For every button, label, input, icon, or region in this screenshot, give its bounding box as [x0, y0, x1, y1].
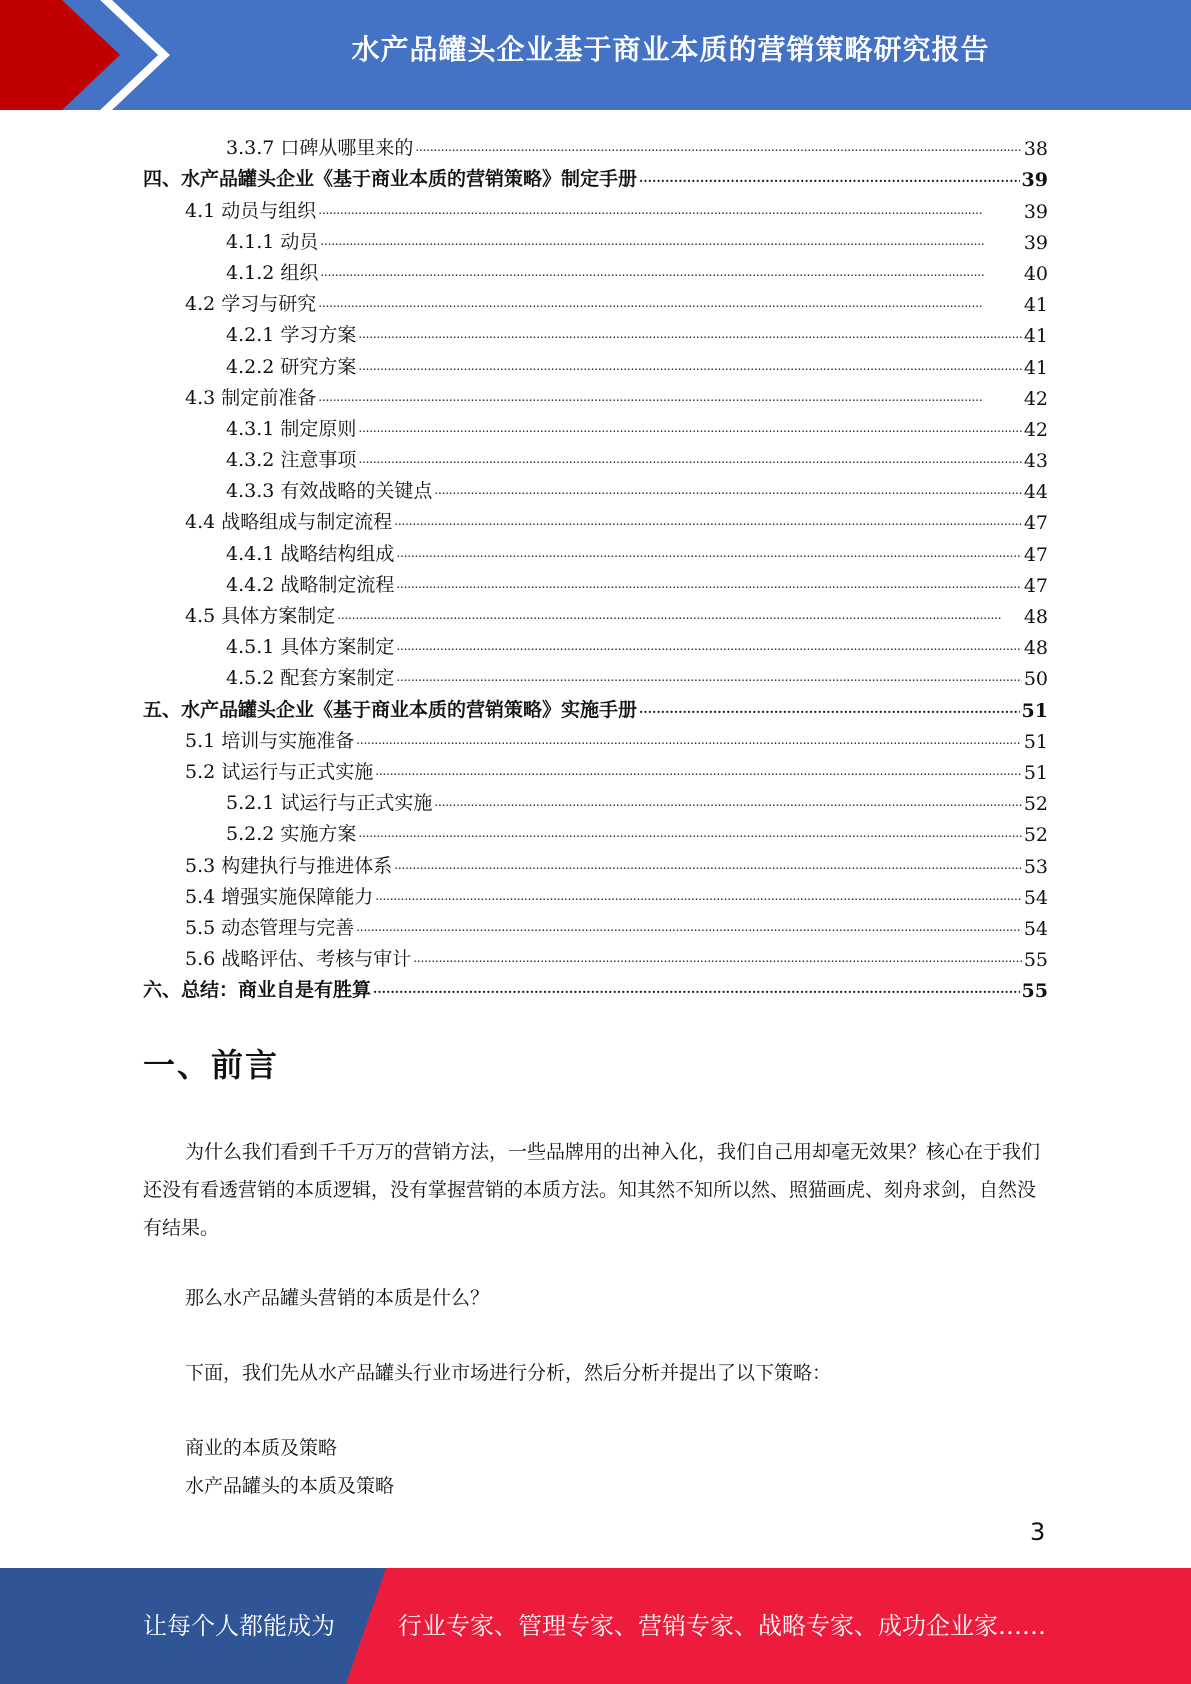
- toc-entry-page: 48: [1023, 637, 1048, 660]
- toc-entry[interactable]: [143, 223, 1048, 254]
- toc-entry-page: 54: [1023, 917, 1048, 940]
- toc-leader-dots: [358, 820, 1021, 842]
- toc-leader-dots: [356, 914, 1022, 936]
- page-number: 3: [1030, 1518, 1046, 1546]
- toc-leader-dots: [413, 945, 1022, 967]
- toc-entry-page: 38: [1023, 138, 1048, 161]
- toc-entry[interactable]: [143, 597, 1048, 628]
- toc-entry-page: 39: [1021, 169, 1048, 192]
- toc-entry-label: 4.2.1 学习方案: [226, 324, 357, 347]
- toc-entry-label: 4.1.2 组织: [226, 261, 319, 284]
- paragraph: 下面，我们先从水产品罐头行业市场进行分析，然后分析并提出了以下策略：: [185, 1362, 832, 1384]
- toc-leader-dots: [396, 633, 1021, 655]
- toc-leader-dots: [396, 540, 1021, 562]
- toc-entry[interactable]: [143, 472, 1048, 503]
- footer-slogan-right: 行业专家、管理专家、营销专家、战略专家、成功企业家……: [398, 1612, 1046, 1640]
- toc-leader-dots: [639, 165, 1020, 187]
- toc-leader-dots: [375, 883, 1022, 905]
- toc-entry[interactable]: [143, 160, 1048, 191]
- toc-entry[interactable]: [143, 659, 1048, 690]
- toc-entry-page: 39: [1023, 231, 1048, 254]
- table-of-contents: [143, 129, 1048, 1002]
- toc-entry[interactable]: [143, 628, 1048, 659]
- toc-leader-dots: [358, 446, 1021, 468]
- toc-entry-label: 4.1.1 动员: [226, 230, 319, 253]
- toc-entry[interactable]: [143, 379, 1048, 410]
- toc-entry-label: 3.3.7 口碑从哪里来的: [226, 137, 414, 160]
- toc-entry[interactable]: [143, 846, 1048, 877]
- toc-leader-dots: [394, 508, 1022, 530]
- toc-entry[interactable]: [143, 129, 1048, 160]
- paragraph: 为什么我们看到千千万万的营销方法，一些品牌用的出神入化，我们自己用却毫无效果？核心在于我们还没有看透营销的本质逻辑，没有掌握营销的本质方法。知其然不知所以然、照猫画虎、刻舟求剑，自然没有结果。: [143, 1141, 1041, 1239]
- section-heading: 一、前言: [143, 1046, 280, 1084]
- toc-entry[interactable]: [143, 566, 1048, 597]
- toc-entry-page: 47: [1023, 543, 1048, 566]
- toc-entry-label: 4.4.1 战略结构组成: [226, 542, 395, 565]
- toc-entry-page: 41: [1023, 294, 1048, 317]
- toc-entry-page: 48: [1023, 606, 1048, 628]
- toc-entry-label: 4.3.3 有效战略的关键点: [226, 480, 433, 503]
- toc-leader-dots: [358, 415, 1021, 437]
- toc-entry-label: 四、水产品罐头企业《基于商业本质的营销策略》制定手册: [143, 168, 638, 191]
- footer-slogan-left: 让每个人都能成为: [143, 1612, 335, 1640]
- toc-entry[interactable]: [143, 722, 1048, 753]
- toc-entry-label: 4.5.2 配套方案制定: [226, 667, 395, 690]
- toc-entry-label: 4.3 制定前准备: [185, 386, 317, 409]
- toc-entry-page: 53: [1023, 855, 1048, 878]
- toc-entry[interactable]: [143, 753, 1048, 784]
- toc-entry[interactable]: [143, 784, 1048, 815]
- toc-entry-page: 55: [1021, 980, 1048, 1003]
- toc-entry-page: 40: [1023, 262, 1048, 285]
- toc-entry-label: 4.5.1 具体方案制定: [226, 636, 395, 659]
- toc-leader-dots: [318, 384, 1022, 406]
- toc-leader-dots: [396, 571, 1021, 593]
- toc-entry-page: 41: [1023, 356, 1048, 379]
- toc-entry-label: 5.6 战略评估、考核与审计: [185, 948, 412, 971]
- toc-entry[interactable]: [143, 410, 1048, 441]
- toc-entry[interactable]: [143, 503, 1048, 534]
- toc-entry-label: 4.4.2 战略制定流程: [226, 573, 395, 596]
- toc-entry[interactable]: [143, 347, 1048, 378]
- toc-entry[interactable]: [143, 971, 1048, 1002]
- toc-entry-label: 六、总结：商业自是有胜算: [143, 979, 372, 1002]
- page-footer: [0, 1568, 1191, 1684]
- toc-leader-dots: [337, 602, 1022, 624]
- toc-entry-page: 42: [1023, 387, 1048, 410]
- toc-entry[interactable]: [143, 254, 1048, 285]
- toc-leader-dots: [415, 134, 1021, 156]
- toc-entry-label: 5.4 增强实施保障能力: [185, 885, 374, 908]
- toc-entry-label: 4.2.2 研究方案: [226, 355, 357, 378]
- toc-entry[interactable]: [143, 940, 1048, 971]
- toc-entry-label: 5.5 动态管理与完善: [185, 916, 355, 939]
- toc-entry-label: 五、水产品罐头企业《基于商业本质的营销策略》实施手册: [143, 698, 638, 721]
- toc-entry-page: 52: [1023, 793, 1048, 816]
- toc-leader-dots: [434, 789, 1021, 811]
- toc-entry[interactable]: [143, 191, 1048, 222]
- toc-entry-label: 4.5 具体方案制定: [185, 605, 336, 627]
- toc-entry-page: 47: [1023, 574, 1048, 597]
- toc-leader-dots: [396, 664, 1021, 686]
- toc-entry[interactable]: [143, 909, 1048, 940]
- toc-leader-dots: [318, 290, 1022, 312]
- toc-entry[interactable]: [143, 316, 1048, 347]
- toc-entry-page: 47: [1023, 512, 1048, 535]
- toc-entry-page: 41: [1023, 325, 1048, 348]
- list-item: 商业的本质及策略: [185, 1437, 338, 1459]
- toc-entry-page: 42: [1023, 418, 1048, 441]
- toc-entry-label: 5.2.2 实施方案: [226, 823, 357, 846]
- paragraph: 那么水产品罐头营销的本质是什么？: [185, 1287, 490, 1309]
- toc-entry-page: 50: [1023, 668, 1048, 691]
- toc-leader-dots: [375, 758, 1022, 780]
- toc-leader-dots: [320, 259, 1021, 281]
- toc-entry-label: 5.3 构建执行与推进体系: [185, 854, 393, 877]
- toc-leader-dots: [358, 321, 1021, 343]
- toc-entry-label: 4.4 战略组成与制定流程: [185, 511, 393, 534]
- toc-entry[interactable]: [143, 441, 1048, 472]
- toc-leader-dots: [394, 852, 1022, 874]
- toc-leader-dots: [356, 727, 1022, 749]
- toc-leader-dots: [373, 976, 1020, 998]
- toc-entry-label: 5.1 培训与实施准备: [185, 729, 355, 752]
- toc-entry[interactable]: [143, 878, 1048, 909]
- toc-entry-page: 43: [1023, 450, 1048, 473]
- toc-entry-page: 55: [1023, 949, 1048, 972]
- header-title: 水产品罐头企业基于商业本质的营销策略研究报告: [351, 33, 990, 66]
- toc-leader-dots: [434, 477, 1021, 499]
- toc-entry[interactable]: [143, 690, 1048, 721]
- toc-entry-page: 44: [1023, 481, 1048, 504]
- toc-entry-page: 54: [1023, 886, 1048, 909]
- toc-entry-page: 51: [1023, 730, 1048, 753]
- toc-entry-page: 39: [1023, 200, 1048, 223]
- toc-entry-page: 51: [1023, 761, 1048, 784]
- toc-entry-label: 4.3.1 制定原则: [226, 417, 357, 440]
- toc-entry-label: 5.2.1 试运行与正式实施: [226, 792, 433, 815]
- toc-entry-label: 5.2 试运行与正式实施: [185, 760, 374, 783]
- toc-entry-page: 51: [1021, 699, 1048, 722]
- toc-entry-label: 4.1 动员与组织: [185, 199, 317, 222]
- toc-entry[interactable]: [143, 285, 1048, 316]
- toc-leader-dots: [318, 197, 1022, 219]
- page-header: [0, 0, 1191, 110]
- list-item: 水产品罐头的本质及策略: [185, 1475, 395, 1497]
- toc-entry-label: 4.3.2 注意事项: [226, 449, 357, 472]
- toc-entry[interactable]: [143, 815, 1048, 846]
- toc-entry[interactable]: [143, 534, 1048, 565]
- toc-entry-page: 52: [1023, 824, 1048, 847]
- toc-leader-dots: [358, 353, 1021, 375]
- toc-entry-label: 4.2 学习与研究: [185, 293, 317, 316]
- toc-leader-dots: [639, 696, 1020, 718]
- toc-leader-dots: [320, 228, 1021, 250]
